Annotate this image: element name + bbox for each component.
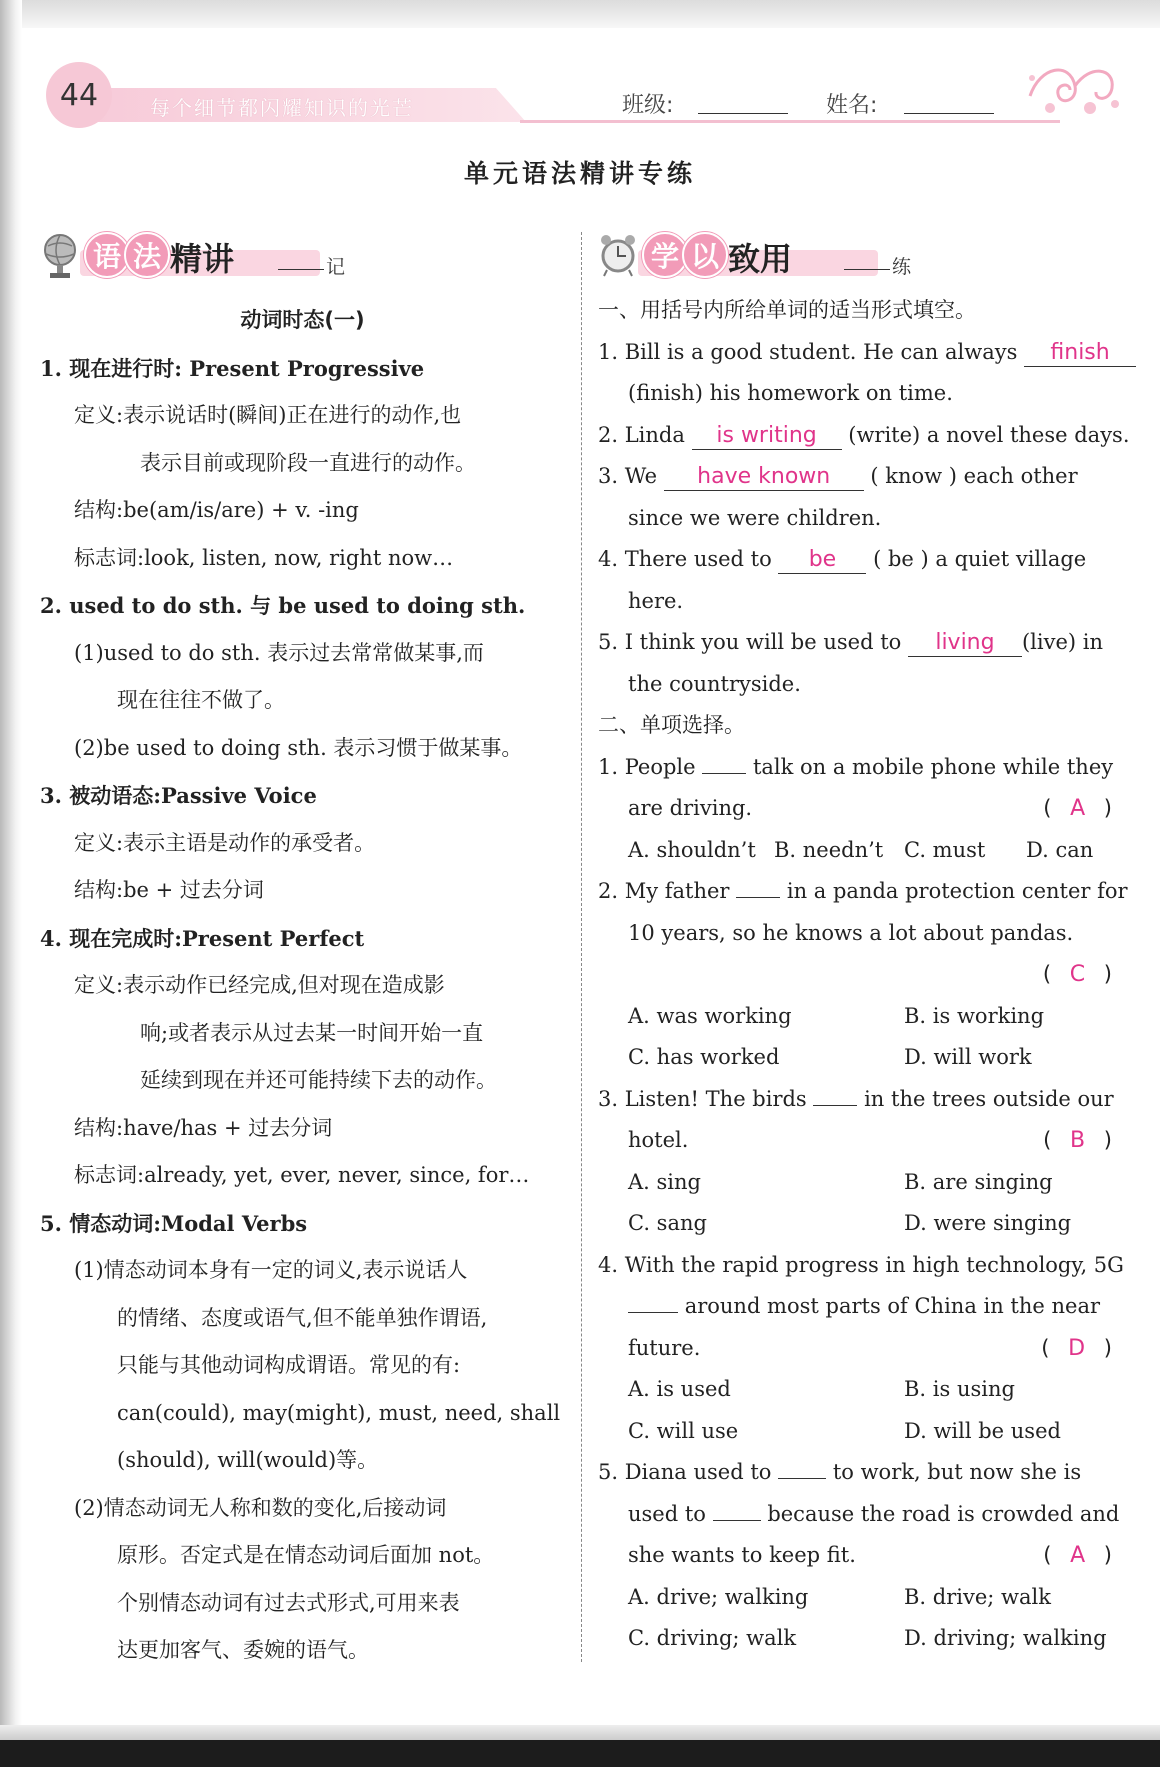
answer-row [598, 954, 1118, 996]
options-row [598, 1411, 1118, 1453]
part-heading: 一、用括号内所给单词的适当形式填空。 [598, 298, 976, 322]
column-divider [581, 232, 582, 1662]
definition-line: 定义:表示说话时(瞬间)正在进行的动作,也 [74, 403, 462, 427]
question-1-cont: (finish) his homework on time. [628, 381, 953, 405]
question-1 [598, 332, 1118, 374]
options-row [598, 1577, 1118, 1619]
mc-question-5 [598, 1452, 1118, 1494]
class-label: 班级: [622, 93, 674, 118]
definition-line: 定义:表示主语是动作的承受者。 [74, 830, 376, 855]
answer-letter: B [1070, 1128, 1092, 1153]
definition-line: 响;或者表示从过去某一时间开始一直 [140, 1020, 484, 1045]
question-5 [598, 622, 1118, 664]
option[interactable]: B. needn’t [774, 837, 884, 862]
option[interactable]: B. are singing [904, 1169, 1053, 1194]
note-line: 达更加客气、委婉的语气。 [117, 1638, 369, 1662]
answer-letter: D [1068, 1335, 1092, 1361]
note-line: 个别情态动词有过去式形式,可用来表 [117, 1590, 460, 1615]
answer-letter: C [1069, 962, 1092, 987]
answer-blank[interactable]: is writing [692, 423, 842, 450]
alarm-clock-icon [598, 232, 638, 280]
option[interactable]: C. has worked [628, 1045, 780, 1069]
question-text: 5. Diana used to [598, 1460, 772, 1484]
note-line: 的情绪、态度或语气,但不能单独作谓语, [117, 1305, 488, 1330]
banner-heading: 精讲 [170, 240, 235, 278]
answer-letter: A [1070, 796, 1092, 821]
structure-line: 结构:be(am/is/are) + v. -ing [74, 498, 359, 522]
option[interactable]: A. shouldn’t [628, 837, 756, 862]
option[interactable]: C. will use [628, 1418, 739, 1443]
option[interactable]: D. driving; walking [904, 1626, 1107, 1650]
options-row [598, 1037, 1118, 1079]
answer-blank[interactable] [713, 1520, 761, 1521]
note-line: 原形。否定式是在情态动词后面加 not。 [117, 1543, 495, 1567]
note-line: (2)情态动词无人称和数的变化,后接动词 [74, 1495, 447, 1520]
answer-blank[interactable] [628, 1312, 678, 1313]
question-3 [598, 456, 1118, 498]
option[interactable]: A. sing [628, 1169, 701, 1194]
option[interactable]: C. must [904, 837, 986, 862]
answer-blank[interactable]: living [908, 630, 1022, 657]
option[interactable]: B. is using [904, 1377, 1015, 1401]
grammar-notes [40, 297, 565, 1675]
question-text: talk on a mobile phone while they [752, 754, 1114, 779]
answer-parens: ( B ) [1043, 1128, 1118, 1153]
banner-bubble: 以 [682, 232, 728, 278]
options-row [598, 830, 1118, 872]
option[interactable]: D. were singing [904, 1211, 1072, 1235]
definition-line: 延续到现在并还可能持续下去的动作。 [140, 1068, 497, 1092]
banner-heading: 致用 [728, 240, 793, 278]
answer-parens: ( D ) [1041, 1335, 1118, 1361]
option[interactable]: D. can [1026, 837, 1094, 862]
header-rule [520, 120, 1060, 123]
answer-blank[interactable]: finish [1024, 340, 1136, 367]
banner-tail: 记 [326, 256, 346, 278]
question-4-cont: here. [628, 588, 684, 613]
mc-question-1-cont [598, 788, 1118, 830]
answer-letter: A [1070, 1543, 1092, 1568]
mc-question-3-cont [598, 1120, 1118, 1162]
mc-question-4-cont [598, 1328, 1118, 1370]
question-text: to work, but now she is [832, 1460, 1082, 1484]
question-text: in the trees outside our [864, 1086, 1114, 1111]
definition-line: 定义:表示动作已经完成,但对现在造成影 [74, 973, 445, 997]
answer-blank[interactable] [736, 897, 780, 898]
structure-line: 结构:have/has + 过去分词 [74, 1115, 333, 1140]
grammar-banner [40, 232, 370, 280]
question-text: hotel. [628, 1128, 689, 1152]
option[interactable]: B. drive; walk [904, 1584, 1051, 1609]
section-heading: 3. 被动语态:Passive Voice [40, 783, 317, 808]
name-label: 姓名: [826, 93, 878, 118]
question-text: 2. Linda [598, 422, 685, 447]
option[interactable]: B. is working [904, 1003, 1045, 1028]
mc-question-5-cont [598, 1535, 1118, 1577]
option[interactable]: C. driving; walk [628, 1626, 797, 1650]
mc-question-2-cont: 10 years, so he knows a lot about pandas. [628, 920, 1074, 945]
answer-blank[interactable] [702, 773, 746, 774]
mc-question-4: 4. With the rapid progress in high technology, 5G [598, 1252, 1124, 1277]
banner-bubble: 学 [642, 232, 688, 278]
structure-line: 结构:be + 过去分词 [74, 878, 264, 902]
banner-tail-line [844, 269, 890, 270]
option[interactable]: A. is used [628, 1377, 731, 1401]
banner-bubble: 法 [124, 232, 170, 278]
flourish-ornament-icon [1020, 56, 1125, 124]
name-field[interactable] [904, 113, 994, 114]
mc-question-1 [598, 747, 1118, 789]
note-line: (1)used to do sth. 表示过去常常做某事,而 [74, 640, 484, 665]
question-text: because the road is crowded and [767, 1501, 1120, 1526]
note-line: (1)情态动词本身有一定的词义,表示说话人 [74, 1258, 468, 1282]
question-text: around most parts of China in the near [684, 1294, 1101, 1318]
answer-parens: ( A ) [1043, 1543, 1118, 1568]
question-text: in a panda protection center for [786, 879, 1128, 903]
option[interactable]: A. was working [628, 1003, 792, 1028]
option[interactable]: D. will be used [904, 1418, 1061, 1443]
question-text: 1. Bill is a good student. He can always [598, 339, 1018, 364]
note-line: 只能与其他动词构成谓语。常见的有: [117, 1353, 461, 1377]
banner-bubble: 语 [84, 232, 130, 278]
notes-subtitle: 动词时态(一) [240, 308, 365, 332]
option[interactable]: D. will work [904, 1045, 1032, 1069]
page-title: 单元语法精讲专练 [463, 159, 696, 188]
question-text: used to [628, 1501, 706, 1526]
banner-tail-line [278, 269, 324, 270]
note-line: 现在往往不做了。 [117, 688, 285, 712]
question-text: ( know ) each other [870, 464, 1078, 488]
question-text: 3. We [598, 464, 658, 488]
section-heading: 4. 现在完成时:Present Perfect [40, 925, 365, 951]
question-text: ( be ) a quiet village [873, 547, 1087, 571]
page-binding-shadow [0, 0, 22, 1767]
banner-tail: 练 [892, 256, 912, 278]
options-row [598, 1369, 1118, 1411]
option[interactable]: C. sang [628, 1211, 707, 1235]
note-line: (2)be used to doing sth. 表示习惯于做某事。 [74, 735, 523, 760]
question-text: 5. I think you will be used to [598, 630, 902, 654]
section-heading: 1. 现在进行时: Present Progressive [40, 355, 425, 381]
question-5-cont: the countryside. [628, 671, 801, 696]
answer-parens: ( C ) [1042, 962, 1118, 987]
question-text: are driving. [628, 796, 753, 820]
answer-blank[interactable] [778, 1478, 826, 1479]
question-text: she wants to keep fit. [628, 1543, 856, 1567]
options-row [598, 996, 1118, 1038]
options-row [598, 1618, 1118, 1660]
page-bottom-edge [0, 1725, 1160, 1740]
signal-words-line: 标志词:look, listen, now, right now… [74, 545, 454, 570]
page-top-edge [0, 0, 1160, 28]
signal-words-line: 标志词:already, yet, ever, never, since, for… [74, 1163, 530, 1187]
mc-question-3 [598, 1079, 1118, 1121]
practice-banner [598, 232, 928, 280]
viewer-bottom-bar [0, 1740, 1160, 1767]
question-text: (write) a novel these days. [848, 422, 1130, 447]
globe-icon [40, 232, 80, 280]
question-text: 3. Listen! The birds [598, 1086, 807, 1111]
slogan: 每个细节都闪耀知识的光芒 [150, 96, 414, 120]
question-text: future. [628, 1335, 701, 1360]
options-row [598, 1162, 1118, 1204]
section-heading: 2. used to do sth. 与 be used to doing sth. [40, 593, 526, 618]
question-4 [598, 539, 1118, 581]
answer-blank[interactable]: be [778, 547, 866, 574]
definition-line: 表示目前或现阶段一直进行的动作。 [140, 450, 476, 475]
question-2 [598, 415, 1130, 457]
mc-question-5-cont [598, 1494, 1118, 1536]
answer-blank[interactable]: have known [664, 464, 864, 491]
options-row [598, 1203, 1118, 1245]
option[interactable]: A. drive; walking [628, 1584, 809, 1609]
exercises [598, 290, 1130, 1660]
part-heading: 二、单项选择。 [598, 713, 745, 737]
question-text: 2. My father [598, 879, 730, 903]
page-number: 44 [46, 62, 112, 128]
section-heading: 5. 情态动词:Modal Verbs [40, 1210, 308, 1236]
note-line: can(could), may(might), must, need, shall [117, 1400, 561, 1425]
question-text: 1. People [598, 754, 696, 779]
mc-question-4-cont [598, 1286, 1118, 1328]
mc-question-2 [598, 871, 1128, 913]
question-text: (live) in [1021, 630, 1103, 654]
class-field[interactable] [698, 113, 788, 114]
question-3-cont: since we were children. [628, 505, 882, 530]
question-text: 4. There used to [598, 547, 772, 571]
answer-parens: ( A ) [1043, 796, 1118, 821]
answer-blank[interactable] [813, 1105, 857, 1106]
note-line: (should), will(would)等。 [117, 1448, 379, 1472]
